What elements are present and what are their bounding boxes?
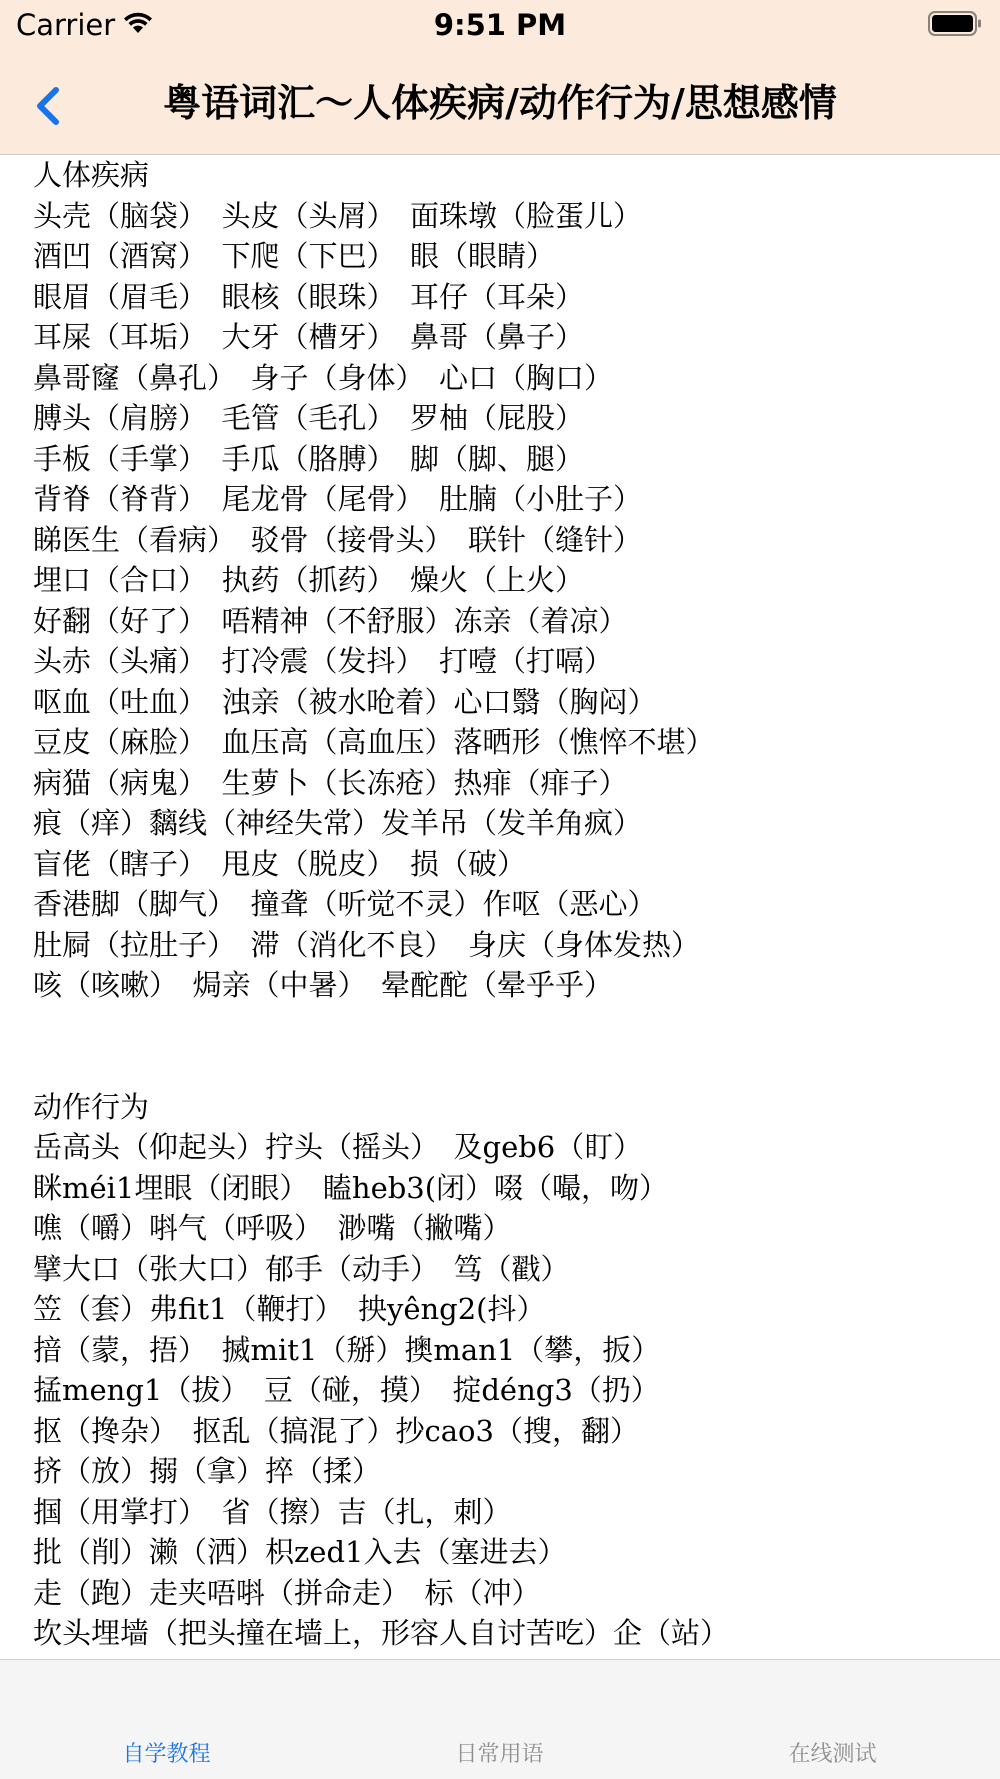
- vocabulary-text: [33, 155, 993, 1694]
- carrier-label: Carrier: [16, 8, 116, 42]
- text-line: 头壳（脑袋） 头皮（头屑） 面珠墩（脸蛋儿）: [33, 198, 643, 233]
- text-line: 呕血（吐血） 浊亲（被水呛着）心口翳（胸闷）: [33, 684, 657, 719]
- page-title: 粤语词汇～人体疾病/动作行为/思想感情: [163, 81, 837, 125]
- text-line: 揞（蒙，捂） 搣mit1（掰）擙man1（攀，扳）: [33, 1332, 661, 1367]
- text-line: 动作行为: [33, 1089, 150, 1124]
- status-bar: [0, 0, 1000, 52]
- navigation-bar: [0, 52, 1000, 155]
- status-time: 9:51 PM: [433, 8, 567, 42]
- tab-online-test[interactable]: [666, 1660, 999, 1779]
- text-line: 鼻哥窿（鼻孔） 身子（身体） 心口（胸口）: [33, 360, 614, 395]
- text-line: 擘大口（张大口）郁手（动手） 笃（戳）: [33, 1251, 570, 1286]
- back-button[interactable]: [18, 70, 82, 134]
- text-line: 盲佬（瞎子） 甩皮（脱皮） 损（破）: [33, 846, 527, 881]
- text-line: [33, 1046, 993, 1087]
- text-line: 肚屙（拉肚子） 滞（消化不良） 身庆（身体发热）: [33, 927, 701, 962]
- tab-daily-phrases[interactable]: [333, 1660, 666, 1779]
- text-line: 病猫（病鬼） 生萝卜（长冻疮）热痱（痱子）: [33, 765, 628, 800]
- chevron-left-icon: [18, 70, 82, 134]
- text-line: 笠（套）弗fit1（鞭打） 抰yêng2(抖）: [33, 1292, 546, 1326]
- text-line: 眼眉（眉毛） 眼核（眼珠） 耳仔（耳朵）: [33, 279, 585, 314]
- text-line: 人体疾病: [33, 158, 150, 192]
- text-line: 坎头埋墙（把头撞在墙上，形容人自讨苦吃）企（站）: [33, 1616, 730, 1650]
- tab-self-study[interactable]: [0, 1660, 333, 1779]
- battery-icon: [928, 11, 982, 36]
- text-line: 酒凹（酒窝） 下爬（下巴） 眼（眼睛）: [33, 239, 556, 273]
- text-line: 走（跑）走夹唔唞（拼命走） 标（冲）: [33, 1575, 541, 1610]
- tab-bar: [0, 1659, 1000, 1779]
- text-line: 睇医生（看病） 驳骨（接骨头） 联针（缝针）: [33, 522, 643, 557]
- text-line: 咳（咳嗽） 焗亲（中暑） 晕酡酡（晕乎乎）: [33, 968, 614, 1002]
- tab-label: 在线测试: [788, 1742, 877, 1767]
- text-line: 批（削）濑（洒）枳zed1入去（塞进去）: [33, 1535, 567, 1569]
- text-line: 豆皮（麻脸） 血压高（高血压）落晒形（憔悴不堪）: [33, 725, 715, 759]
- text-line: 噍（嚼）唞气（呼吸） 渺嘴（撇嘴）: [33, 1211, 512, 1245]
- text-line: 好翻（好了） 唔精神（不舒服）冻亲（着凉）: [33, 603, 628, 638]
- text-line: 香港脚（脚气） 撞聋（听觉不灵）作呕（恶心）: [33, 887, 657, 921]
- text-line: 岳高头（仰起头）拧头（摇头） 及geb6（盯）: [33, 1130, 643, 1164]
- text-line: 背脊（脊背） 尾龙骨（尾骨） 肚腩（小肚子）: [33, 482, 643, 516]
- text-line: 膊头（肩膀） 毛管（毛孔） 罗柚（屁股）: [33, 401, 585, 435]
- text-line: 头赤（头痛） 打冷震（发抖） 打噎（打嗝）: [33, 644, 614, 678]
- text-line: 耳屎（耳垢） 大牙（槽牙） 鼻哥（鼻子）: [33, 320, 585, 354]
- tab-label: 日常用语: [455, 1742, 544, 1767]
- vocabulary-scroll-view[interactable]: [0, 155, 1000, 1658]
- text-line: 掴（用掌打） 省（擦）吉（扎，刺）: [33, 1494, 512, 1529]
- text-line: [33, 1006, 993, 1047]
- tab-label: 自学教程: [122, 1742, 211, 1767]
- text-line: 手板（手掌） 手瓜（胳膊） 脚（脚、腿）: [33, 441, 585, 476]
- text-line: 埋口（合口） 执药（抓药） 燥火（上火）: [33, 563, 585, 597]
- text-line: 挤（放）搦（拿）捽（揉）: [33, 1454, 382, 1488]
- text-line: 眯méi1埋眼（闭眼） 瞌heb3(闭）啜（嘬，吻）: [33, 1170, 669, 1205]
- text-line: 痕（痒）黐线（神经失常）发羊吊（发羊角疯）: [33, 806, 643, 840]
- text-line: 抠（搀杂） 抠乱（搞混了）抄cao3（搜，翻）: [33, 1413, 639, 1448]
- text-line: 掹meng1（拔） 豆（碰，摸） 掟déng3（扔）: [33, 1373, 660, 1407]
